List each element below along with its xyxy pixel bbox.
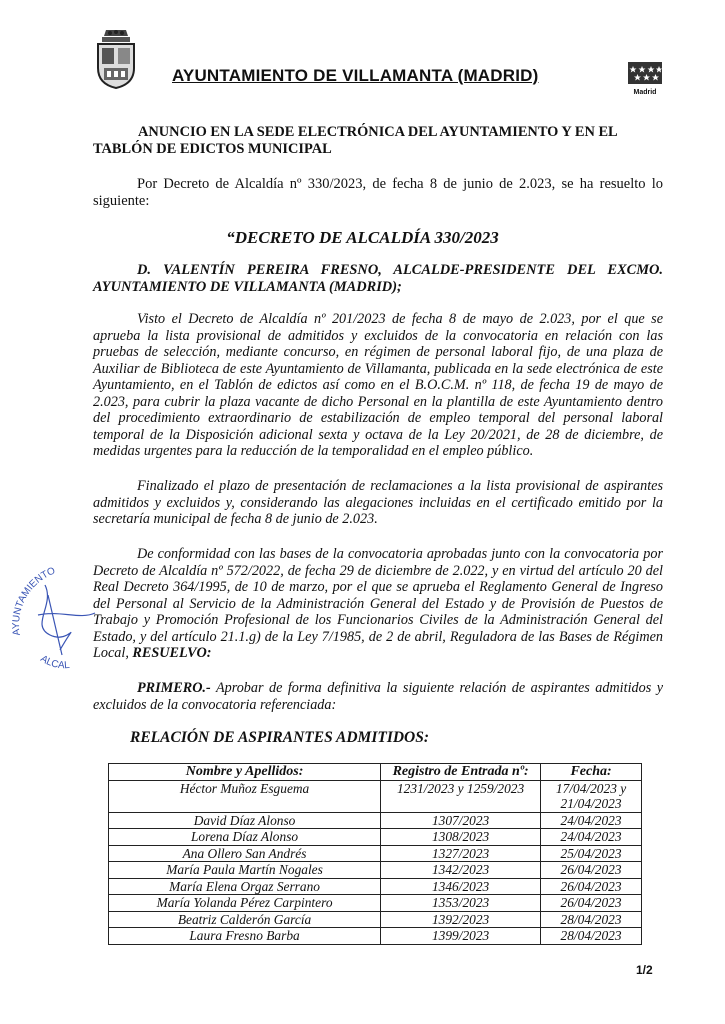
paragraph-visto (93, 311, 663, 460)
admitted-table (108, 763, 642, 945)
stamp-text-top: AYUNTAMIENTO (11, 565, 58, 637)
announcement-line-2: TABLÓN DE EDICTOS MUNICIPAL (93, 141, 332, 157)
cell-registry: 1231/2023 y 1259/2023 (381, 780, 541, 812)
paragraph-conformidad-text: De conformidad con las bases de la convocatoria aprobadas junto con la convocatoria por Decreto de Alcaldía nº 572/2022, de fecha 29 de diciembre de 2.022, y en virtud del artículo 20 del Real Decreto 364/1995, de 10 de marzo, por el que se aprueba el Reglamento General de Ingreso del Personal al Servicio de la Administración General del Estado y de Provisión de Puestos de Trabajo y Promoción Profesional de los Funcionarios Civiles de la Administración General del Estado, y del artículo 21.1.g) de la Ley 7/1985, de 2 de abril, Reguladora de las Bases de Régimen Local, (93, 546, 663, 661)
resuelvo-label: RESUELVO: (132, 645, 212, 661)
paragraph-visto-text: Visto el Decreto de Alcaldía nº 201/2023 de fecha 8 de mayo de 2.023, por el que se aprueba la lista provisional de admitidos y excluidos de la convocatoria en relación con las pruebas de selección, mediante concurso, en régimen de personal laboral fijo, de una plaza de Auxiliar de Biblioteca de este Ayuntamiento de Villamanta, publicada en la sede electrónica de este Ayuntamiento, en el Tablón de edictos así como en el B.O.C.M. nº 118, de fecha 19 de mayo de 2.023, para cubrir la plaza vacante de dicho Personal en la plantilla de este Ayuntamiento dentro del procedimiento extraordinario de estabilización de empleo temporal del personal laboral temporal de la Disposición adicional sexta y octava de la Ley 20/2021, de 28 de diciembre, de medidas urgentes para la reducción de la temporalidad en el empleo público. (93, 311, 663, 459)
primero-label: PRIMERO.- (137, 680, 211, 696)
intro-paragraph (93, 176, 663, 210)
table-row (109, 928, 642, 945)
cell-date: 25/04/2023 (541, 845, 642, 862)
cell-date: 26/04/2023 (541, 895, 642, 912)
paragraph-conformidad (93, 546, 663, 662)
cell-name: Héctor Muñoz Esguema (109, 780, 381, 812)
municipality-title: AYUNTAMIENTO DE VILLAMANTA (MADRID) (172, 66, 539, 85)
table-row (109, 845, 642, 862)
cell-registry: 1392/2023 (381, 911, 541, 928)
cell-date: 28/04/2023 (541, 928, 642, 945)
table-row (109, 862, 642, 879)
cell-name: María Elena Orgaz Serrano (109, 878, 381, 895)
stamp-text-bottom: ALCAL (38, 653, 71, 672)
decree-title: “DECRETO DE ALCALDÍA 330/2023 (226, 228, 499, 247)
cell-name: Laura Fresno Barba (109, 928, 381, 945)
primero-text: Aprobar de forma definitiva la siguiente relación de aspirantes admitidos y excluidos de la convocatoria referenciada: (93, 680, 663, 713)
cell-date: 17/04/2023 y 21/04/2023 (541, 780, 642, 812)
announcement-heading (93, 124, 668, 158)
header-registry: Registro de Entrada nº: (381, 764, 541, 781)
paragraph-finalizado (93, 478, 663, 528)
table-row (109, 812, 642, 829)
cell-registry: 1353/2023 (381, 895, 541, 912)
announcement-line-1: ANUNCIO EN LA SEDE ELECTRÓNICA DEL AYUNTAMIENTO Y EN EL (138, 124, 618, 140)
cell-name: María Yolanda Pérez Carpintero (109, 895, 381, 912)
cell-name: Beatriz Calderón García (109, 911, 381, 928)
cell-name: David Díaz Alonso (109, 812, 381, 829)
paragraph-primero (93, 680, 663, 713)
madrid-logo-text: Madrid (633, 89, 657, 96)
cell-registry: 1399/2023 (381, 928, 541, 945)
table-row (109, 895, 642, 912)
table-row (109, 878, 642, 895)
official-stamp (0, 555, 110, 685)
intro-text: Por Decreto de Alcaldía nº 330/2023, de fecha 8 de junio de 2.023, se ha resuelto lo siguiente: (93, 176, 663, 209)
table-row (109, 780, 642, 812)
table-header-row (109, 764, 642, 781)
cell-registry: 1308/2023 (381, 829, 541, 846)
table-row (109, 829, 642, 846)
cell-registry: 1342/2023 (381, 862, 541, 879)
madrid-region-logo (628, 62, 662, 96)
cell-date: 26/04/2023 (541, 862, 642, 879)
admitted-list-title: RELACIÓN DE ASPIRANTES ADMITIDOS: (130, 729, 430, 746)
cell-registry: 1327/2023 (381, 845, 541, 862)
cell-date: 24/04/2023 (541, 829, 642, 846)
header-date: Fecha: (541, 764, 642, 781)
mayor-heading (93, 262, 663, 296)
table-row (109, 911, 642, 928)
cell-date: 28/04/2023 (541, 911, 642, 928)
coat-of-arms-logo (92, 28, 140, 90)
paragraph-finalizado-text: Finalizado el plazo de presentación de reclamaciones a la lista provisional de aspirantes admitidos y excluidos y, considerando las alegaciones incluidas en el certificado emitido por la secretaría municipal de fecha 8 de junio de 2.023. (93, 478, 663, 527)
cell-registry: 1307/2023 (381, 812, 541, 829)
cell-registry: 1346/2023 (381, 878, 541, 895)
cell-date: 26/04/2023 (541, 878, 642, 895)
mayor-text: D. VALENTÍN PEREIRA FRESNO, ALCALDE-PRESIDENTE DEL EXCMO. AYUNTAMIENTO DE VILLAMANTA (MADRID); (93, 262, 663, 295)
cell-name: Lorena Díaz Alonso (109, 829, 381, 846)
cell-name: María Paula Martín Nogales (109, 862, 381, 879)
header-name: Nombre y Apellidos: (109, 764, 381, 781)
signature-scribble (38, 585, 95, 655)
cell-name: Ana Ollero San Andrés (109, 845, 381, 862)
page-number: 1/2 (636, 963, 653, 977)
cell-date: 24/04/2023 (541, 812, 642, 829)
